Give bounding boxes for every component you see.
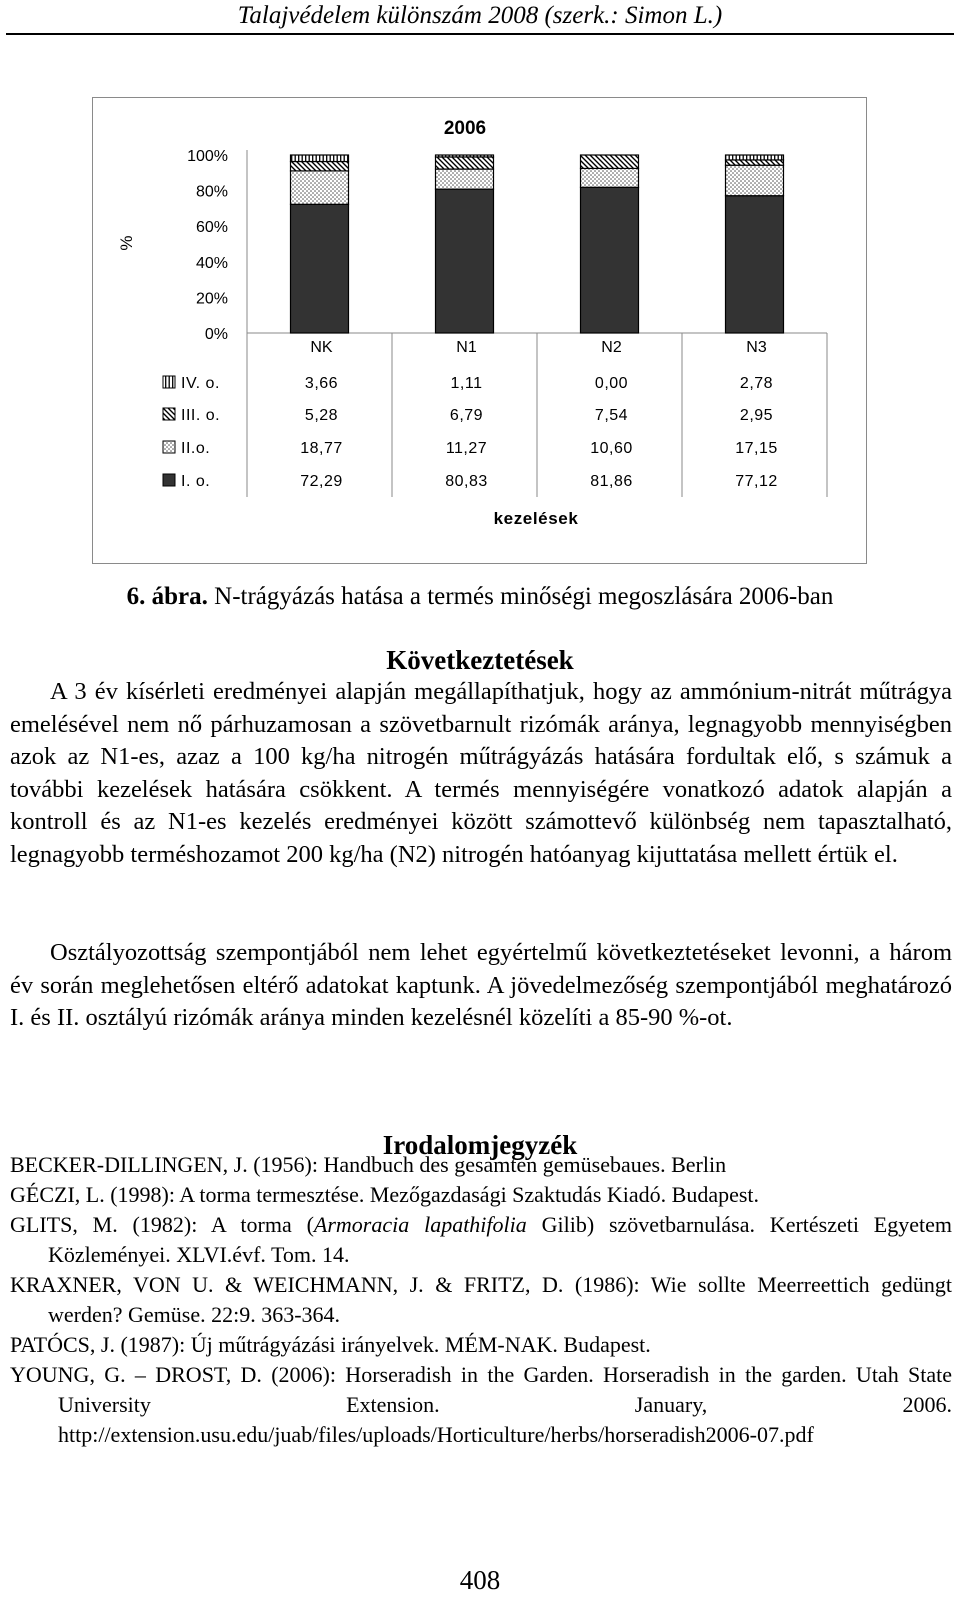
data-table	[163, 333, 827, 497]
x-tick-label: N1	[456, 339, 477, 356]
legend-key	[163, 441, 175, 453]
bar-segment	[291, 171, 349, 204]
bar-segment	[291, 162, 349, 171]
bar-segment	[436, 157, 494, 169]
data-label: 3,66	[304, 375, 339, 392]
reference-item: YOUNG, G. – DROST, D. (2006): Horseradish in the Garden. Horseradish in the garden. Utah State University Extension. January, 2006. http://extension.usu.edu/juab/files/uploads/Horticulture/herbs/horseradish2006-07.pdf	[10, 1362, 952, 1447]
legend-label: III. o.	[181, 407, 221, 424]
bar-segment	[581, 168, 639, 187]
conclusions-paragraph-1: A 3 év kísérleti eredményei alapján megállapíthatjuk, hogy az ammónium-nitrát műtrágya emelésével nem nő párhuzamosan a szövetbarnult rizómák aránya, legnagyobb mennyiségben azok az N1-es, azaz a 100 kg/ha nitrogén műtrágyázás hatására fordultak elő, s számuk a további kezelések hatására csökkent. A termés mennyiségére vonatkozó adatok alapján a kontroll és az N1-es kezelés eredményei között számottevő különbség nem tapasztalható, legnagyobb terméshozamot 200 kg/ha (N2) nitrogén hatóanyag kijuttatása mellett értük el.	[10, 678, 952, 868]
data-label: 5,28	[304, 407, 339, 424]
x-tick-label: N2	[601, 339, 622, 356]
caption-text: N-trágyázás hatása a termés minőségi megoszlására 2006-ban	[207, 583, 834, 610]
bar-segment	[726, 155, 784, 160]
reference-species-name: Armoracia lapathifolia	[313, 1212, 527, 1237]
page-number: 408	[459, 1565, 501, 1595]
bar-segment	[581, 155, 639, 168]
data-label: 77,12	[735, 473, 778, 490]
data-label: 2,95	[739, 407, 774, 424]
bar-segment	[726, 165, 784, 196]
legend-label: II.o.	[181, 440, 211, 457]
x-tick-label: NK	[310, 339, 333, 356]
y-tick-label: 100%	[187, 148, 228, 165]
legend-key	[163, 408, 175, 420]
bar-segment	[436, 155, 494, 157]
running-header: Talajvédelem különszám 2008 (szerk.: Simon L.)	[237, 2, 723, 29]
chart-svg	[0, 0, 960, 580]
data-label: 17,15	[735, 440, 778, 457]
reference-item	[10, 1210, 952, 1270]
caption-number: 6. ábra.	[126, 583, 208, 610]
data-label: 11,27	[445, 440, 488, 457]
y-tick-label: 40%	[195, 254, 228, 272]
bar-segment	[726, 196, 784, 333]
legend-key	[163, 376, 175, 388]
bar-segment	[291, 155, 349, 162]
conclusions-paragraph-2: Osztályozottság szempontjából nem lehet egyértelmű következtetéseket levonni, a három év során meglehetősen eltérő adatokat kaptunk. A jövedelmezőség szempontjából meghatározó I. és II. osztályú rizómák aránya minden kezelésnél közelíti a 85-90 %-ot.	[10, 939, 952, 1032]
data-label: 10,60	[590, 440, 633, 457]
data-label: 80,83	[445, 473, 488, 490]
data-label: 0,00	[594, 375, 629, 392]
reference-item: PATÓCS, J. (1987): Új műtrágyázási irányelvek. MÉM-NAK. Budapest.	[10, 1332, 651, 1357]
chart-title: 2006	[443, 118, 487, 139]
y-tick-labels	[187, 148, 228, 343]
data-label: 72,29	[300, 473, 343, 490]
legend-key	[163, 474, 175, 486]
legend-label: IV. o.	[181, 375, 220, 392]
figure-caption	[0, 583, 960, 611]
bar-segment	[291, 204, 349, 333]
y-tick-label: 0%	[204, 326, 228, 343]
data-label: 81,86	[590, 473, 633, 490]
x-axis-label: kezelések	[493, 509, 579, 528]
y-axis-label: %	[117, 235, 136, 251]
reference-item: GÉCZI, L. (1998): A torma termesztése. Mezőgazdasági Szaktudás Kiadó. Budapest.	[10, 1182, 760, 1207]
conclusions-title: Következtetések	[386, 645, 574, 675]
y-tick-label: 60%	[195, 219, 228, 237]
reference-item: KRAXNER, VON U. & WEICHMANN, J. & FRITZ, D. (1986): Wie sollte Meerreettich gedüngt werden? Gemüse. 22:9. 363-364.	[10, 1272, 952, 1327]
reference-text: GLITS, M. (1982): A torma (	[10, 1212, 314, 1237]
bar-segment	[436, 189, 494, 333]
bar-segment	[436, 169, 494, 189]
bar-segment	[726, 160, 784, 165]
y-tick-label: 20%	[195, 290, 228, 308]
reference-text: Gilib) szövetbarnulása. Kertészeti Egyetem Közleményei. XLVI.évf. Tom. 14.	[48, 1212, 953, 1267]
references-title: Irodalomjegyzék	[382, 1130, 578, 1160]
data-label: 6,79	[449, 407, 484, 424]
y-tick-label: 80%	[195, 183, 228, 201]
data-label: 7,54	[594, 407, 629, 424]
data-label: 1,11	[450, 375, 483, 392]
bar-segment	[581, 187, 639, 333]
data-label: 2,78	[739, 375, 774, 392]
legend-label: I. o.	[181, 473, 211, 490]
x-tick-label: N3	[746, 339, 767, 356]
data-label: 18,77	[300, 440, 343, 457]
references-list	[10, 1150, 952, 1450]
reference-item: BECKER-DILLINGEN, J. (1956): Handbuch des gesamten gemüsebaues. Berlin	[10, 1152, 727, 1177]
